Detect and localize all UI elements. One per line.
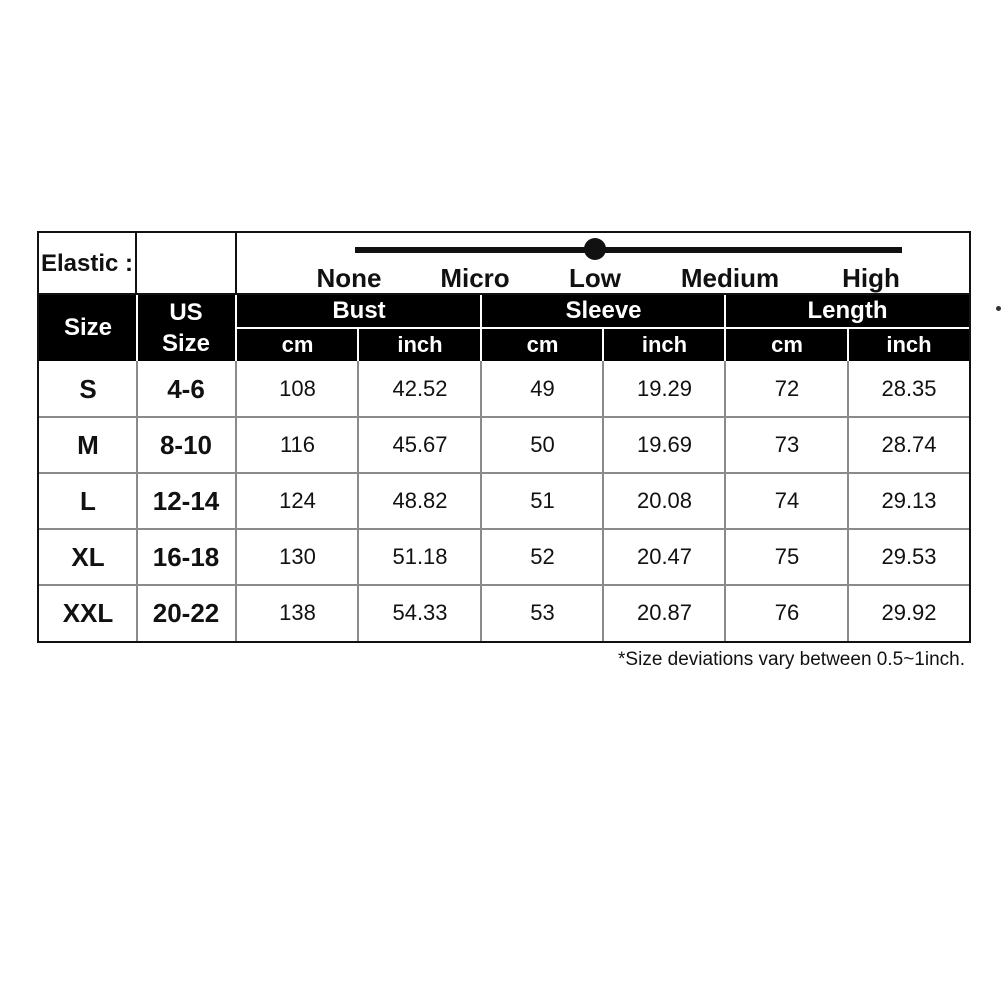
cell-length-cm: 75	[774, 544, 800, 569]
elastic-bottom-border	[39, 293, 969, 295]
grid-line	[39, 472, 969, 474]
elastic-scale-line	[355, 247, 902, 253]
cell-bust-inch: 48.82	[392, 488, 448, 513]
cell-sleeve-cm: 51	[530, 488, 555, 513]
cell-sleeve-inch: 20.87	[636, 600, 693, 625]
cell-sleeve-inch: 20.08	[636, 488, 693, 513]
elastic-level-none: None	[316, 263, 382, 293]
cell-length-inch: 29.92	[881, 600, 937, 625]
cell-bust-inch: 42.52	[392, 376, 448, 401]
elastic-scale	[237, 233, 971, 295]
elastic-label: Elastic :	[39, 233, 137, 295]
cell-size: L	[80, 485, 96, 516]
cell-length-inch: 29.53	[881, 544, 937, 569]
header-separator	[357, 329, 359, 361]
header-bust-inch: inch	[397, 332, 443, 357]
header-separator	[237, 327, 969, 329]
cell-size: S	[79, 373, 97, 404]
elastic-level-low: Low	[569, 263, 621, 293]
cell-bust-cm: 108	[279, 376, 316, 401]
cell-bust-inch: 45.67	[392, 432, 448, 457]
table-row	[39, 417, 969, 473]
table-row	[39, 585, 969, 641]
cell-sleeve-inch: 19.69	[636, 432, 693, 457]
cell-us-size: 20-22	[152, 597, 220, 628]
cell-bust-inch: 51.18	[392, 544, 448, 569]
cell-bust-cm: 124	[279, 488, 316, 513]
header-us-size-line2: Size	[161, 330, 211, 357]
cell-us-size: 8-10	[159, 429, 213, 460]
cell-length-cm: 76	[774, 600, 800, 625]
size-footnote: *Size deviations vary between 0.5~1inch.	[618, 649, 965, 670]
grid-line	[136, 361, 138, 641]
grid-line	[847, 361, 849, 641]
grid-line	[480, 361, 482, 641]
cell-sleeve-cm: 50	[530, 432, 555, 457]
grid-line	[235, 361, 237, 641]
cell-sleeve-inch: 19.29	[636, 376, 693, 401]
header-length-cm: cm	[771, 332, 803, 357]
cell-size: XL	[71, 541, 105, 572]
cell-sleeve-cm: 49	[530, 376, 555, 401]
table-row	[39, 529, 969, 585]
header-us-size	[137, 295, 235, 361]
header-us-size-line1: US	[169, 299, 203, 326]
cell-us-size: 4-6	[167, 373, 205, 404]
header-separator	[136, 295, 138, 361]
grid-line	[724, 361, 726, 641]
grid-line	[39, 584, 969, 586]
table-row	[39, 361, 969, 417]
cell-us-size: 16-18	[152, 541, 220, 572]
cell-bust-inch: 54.33	[392, 600, 448, 625]
grid-line	[602, 361, 604, 641]
cell-length-inch: 28.35	[881, 376, 937, 401]
stray-dot	[996, 306, 1001, 311]
cell-bust-cm: 138	[279, 600, 316, 625]
cell-size: XXL	[62, 597, 114, 628]
cell-length-cm: 73	[774, 432, 800, 457]
header-size: Size	[63, 314, 113, 341]
cell-sleeve-cm: 52	[530, 544, 555, 569]
table-row	[39, 473, 969, 529]
cell-bust-cm: 130	[279, 544, 316, 569]
elastic-level-micro: Micro	[440, 263, 510, 293]
header-length: Length	[807, 297, 888, 324]
grid-line	[39, 528, 969, 530]
header-bust-cm: cm	[281, 332, 314, 357]
cell-size: M	[77, 429, 99, 460]
header-sleeve: Sleeve	[565, 297, 642, 324]
cell-length-inch: 28.74	[881, 432, 937, 457]
cell-length-inch: 29.13	[881, 488, 937, 513]
size-chart-table	[37, 231, 971, 643]
header-sleeve-cm: cm	[526, 332, 559, 357]
header-bust: Bust	[332, 297, 386, 324]
elastic-level-medium: Medium	[680, 263, 780, 293]
header-length-inch: inch	[886, 332, 932, 357]
cell-sleeve-cm: 53	[530, 600, 555, 625]
cell-sleeve-inch: 20.47	[636, 544, 693, 569]
cell-length-cm: 72	[774, 376, 800, 401]
elastic-scale-indicator	[584, 238, 606, 260]
table-header	[39, 295, 969, 361]
cell-us-size: 12-14	[152, 485, 220, 516]
grid-line	[357, 361, 359, 641]
cell-bust-cm: 116	[279, 432, 316, 457]
cell-length-cm: 74	[774, 488, 800, 513]
header-separator	[602, 329, 604, 361]
grid-line	[39, 416, 969, 418]
header-sleeve-inch: inch	[641, 332, 688, 357]
header-separator	[847, 329, 849, 361]
elastic-level-high: High	[842, 263, 900, 293]
